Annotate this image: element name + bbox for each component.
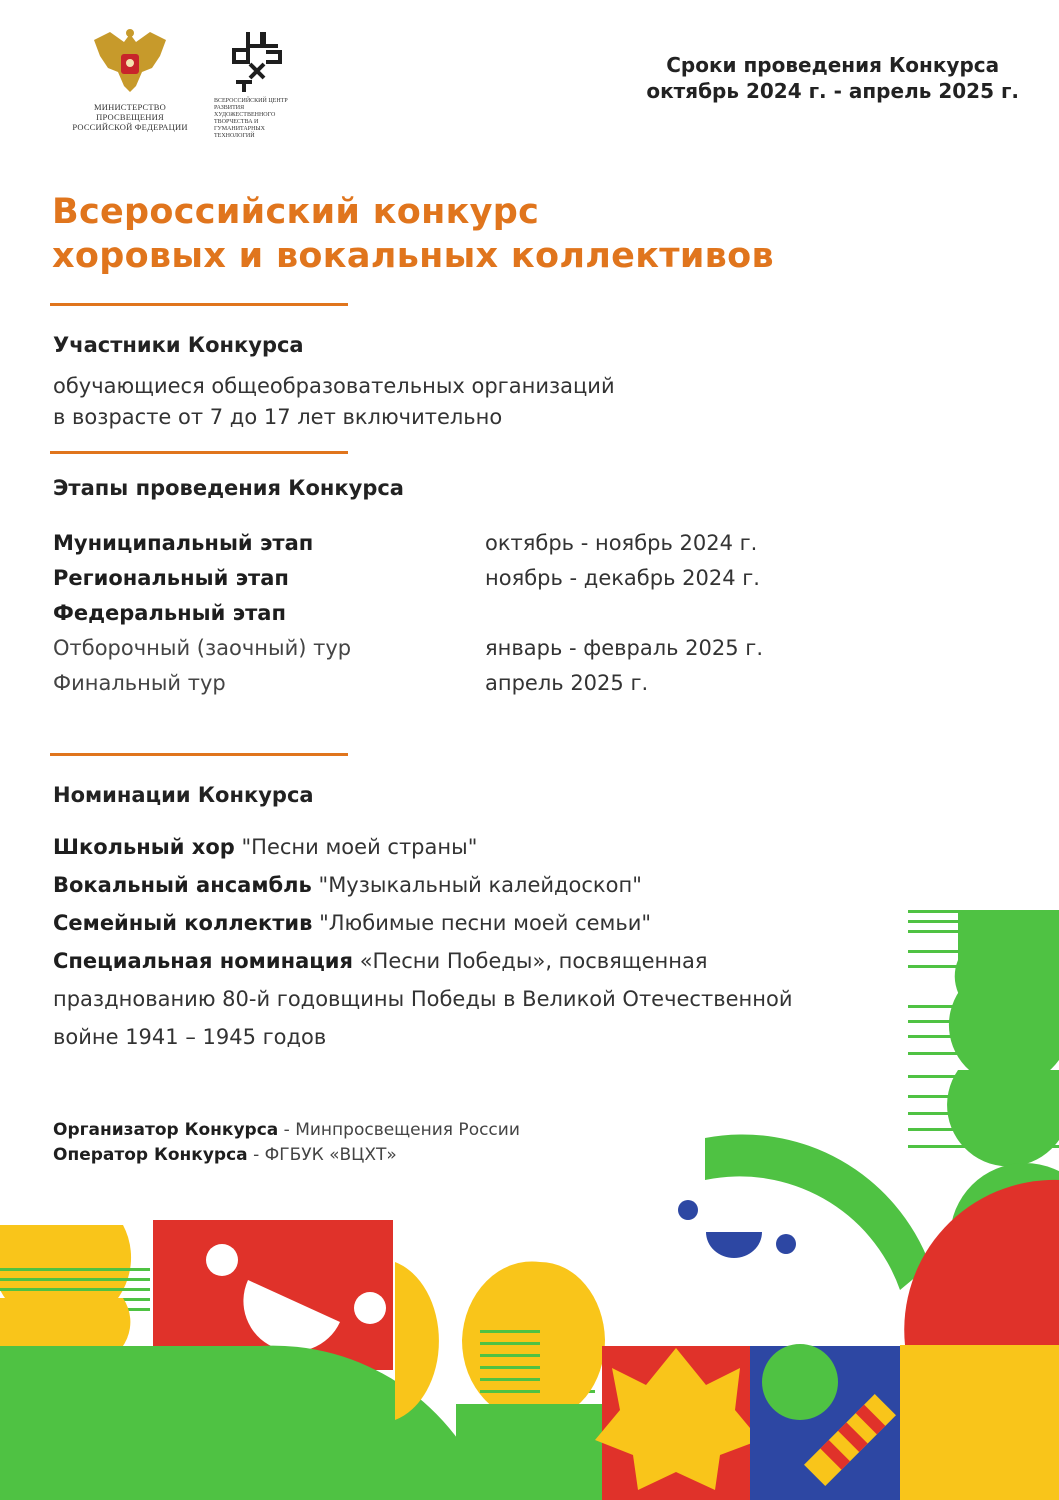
nomination-special-line3: войне 1941 – 1945 годов: [53, 1025, 327, 1049]
face-eye-right: [776, 1234, 796, 1254]
right-red-arc: [904, 1180, 1059, 1345]
ministry-logo-line1: МИНИСТЕРСТВО ПРОСВЕЩЕНИЯ: [94, 102, 166, 122]
page-title: [52, 190, 774, 278]
nominations-list: [53, 828, 933, 1056]
nomination-item: [53, 942, 933, 980]
stages-heading: Этапы проведения Конкурса: [53, 476, 404, 500]
contest-dates-value: октябрь 2024 г. - апрель 2025 г.: [646, 79, 1019, 103]
vcht-logo-line2: РАЗВИТИЯ ХУДОЖЕСТВЕННОГО: [214, 105, 276, 118]
double-headed-eagle-icon: [90, 26, 170, 96]
red-square-eye-left: [206, 1244, 238, 1276]
vcht-logo-line3: ТВОРЧЕСТВА И ГУМАНИТАРНЫХ: [214, 119, 265, 132]
nomination-item: [53, 904, 933, 942]
nomination-label: Специальная номинация: [53, 949, 354, 973]
stage-row: [53, 561, 953, 596]
nominations-heading: Номинации Конкурса: [53, 783, 314, 807]
red-square-eye-right: [354, 1292, 386, 1324]
stage-date: ноябрь - декабрь 2024 г.: [485, 566, 760, 590]
face-eye-left: [678, 1200, 698, 1220]
nomination-special-line2: празднованию 80-й годовщины Победы в Великой Отечественной: [53, 987, 793, 1011]
stage-name: Региональный этап: [53, 566, 289, 590]
right-yellow-block: [900, 1345, 1059, 1500]
participants-text: [53, 371, 615, 433]
green-arc: [705, 1134, 930, 1290]
stage-name: Финальный тур: [53, 671, 226, 695]
stage-row: [53, 631, 953, 666]
vcht-logo-line4: ТЕХНОЛОГИЙ: [214, 133, 255, 139]
organizer-line: [53, 1118, 520, 1143]
participants-heading: Участники Конкурса: [53, 333, 304, 357]
stage-date: октябрь - ноябрь 2024 г.: [485, 531, 758, 555]
organizer-value: - Минпросвещения России: [283, 1120, 520, 1140]
stage-name: Муниципальный этап: [53, 531, 314, 555]
section-divider-1: [50, 303, 348, 306]
operator-line: [53, 1143, 397, 1168]
stage-name: Федеральный этап: [53, 601, 286, 625]
operator-label: Оператор Конкурса: [53, 1145, 248, 1165]
nomination-label: Вокальный ансамбль: [53, 873, 312, 897]
right-half-disc-3: [947, 1070, 1059, 1166]
nomination-text: "Любимые песни моей семьи": [319, 911, 652, 935]
page-title-line2: хоровых и вокальных коллективов: [52, 236, 774, 276]
ministry-logo-line2: РОССИЙСКОЙ ФЕДЕРАЦИИ: [72, 122, 188, 132]
participants-line2: в возрасте от 7 до 17 лет включительно: [53, 405, 503, 429]
yellow-disc-2: [462, 1261, 540, 1420]
nomination-label: Школьный хор: [53, 835, 235, 859]
section-divider-3: [50, 753, 348, 756]
stage-row: [53, 526, 953, 561]
nomination-text: "Музыкальный калейдоскоп": [318, 873, 642, 897]
nomination-item: [53, 828, 933, 866]
green-block-bottom: [456, 1404, 602, 1500]
stage-date: апрель 2025 г.: [485, 671, 649, 695]
stage-row: [53, 596, 953, 631]
operator-value: - ФГБУК «ВЦХТ»: [253, 1145, 397, 1165]
yellow-disc-3: [540, 1262, 605, 1420]
stage-row: [53, 666, 953, 701]
stage-name: Отборочный (заочный) тур: [53, 636, 352, 660]
page-title-line1: Всероссийский конкурс: [52, 192, 540, 232]
vcht-logo: [214, 28, 304, 140]
yellow-disc-1: [395, 1262, 439, 1420]
participants-line1: обучающиеся общеобразовательных организаций: [53, 374, 615, 398]
ministry-logo: [60, 26, 200, 132]
nomination-item: [53, 866, 933, 904]
nomination-label: Семейный коллектив: [53, 911, 313, 935]
stage-date: январь - февраль 2025 г.: [485, 636, 763, 660]
contest-dates-label: Сроки проведения Конкурса: [666, 53, 1000, 77]
nomination-text: "Песни моей страны": [241, 835, 478, 859]
nomination-text: «Песни Победы», посвященная: [359, 949, 708, 973]
vcht-monogram-icon: [230, 28, 290, 94]
section-divider-2: [50, 451, 348, 454]
organizer-label: Организатор Конкурса: [53, 1120, 279, 1140]
contest-dates-header: [646, 52, 1019, 104]
face-mouth-blue: [706, 1232, 762, 1258]
blue-block-green-circle: [762, 1344, 838, 1420]
vcht-logo-line1: ВСЕРОССИЙСКИЙ ЦЕНТР: [214, 98, 288, 104]
